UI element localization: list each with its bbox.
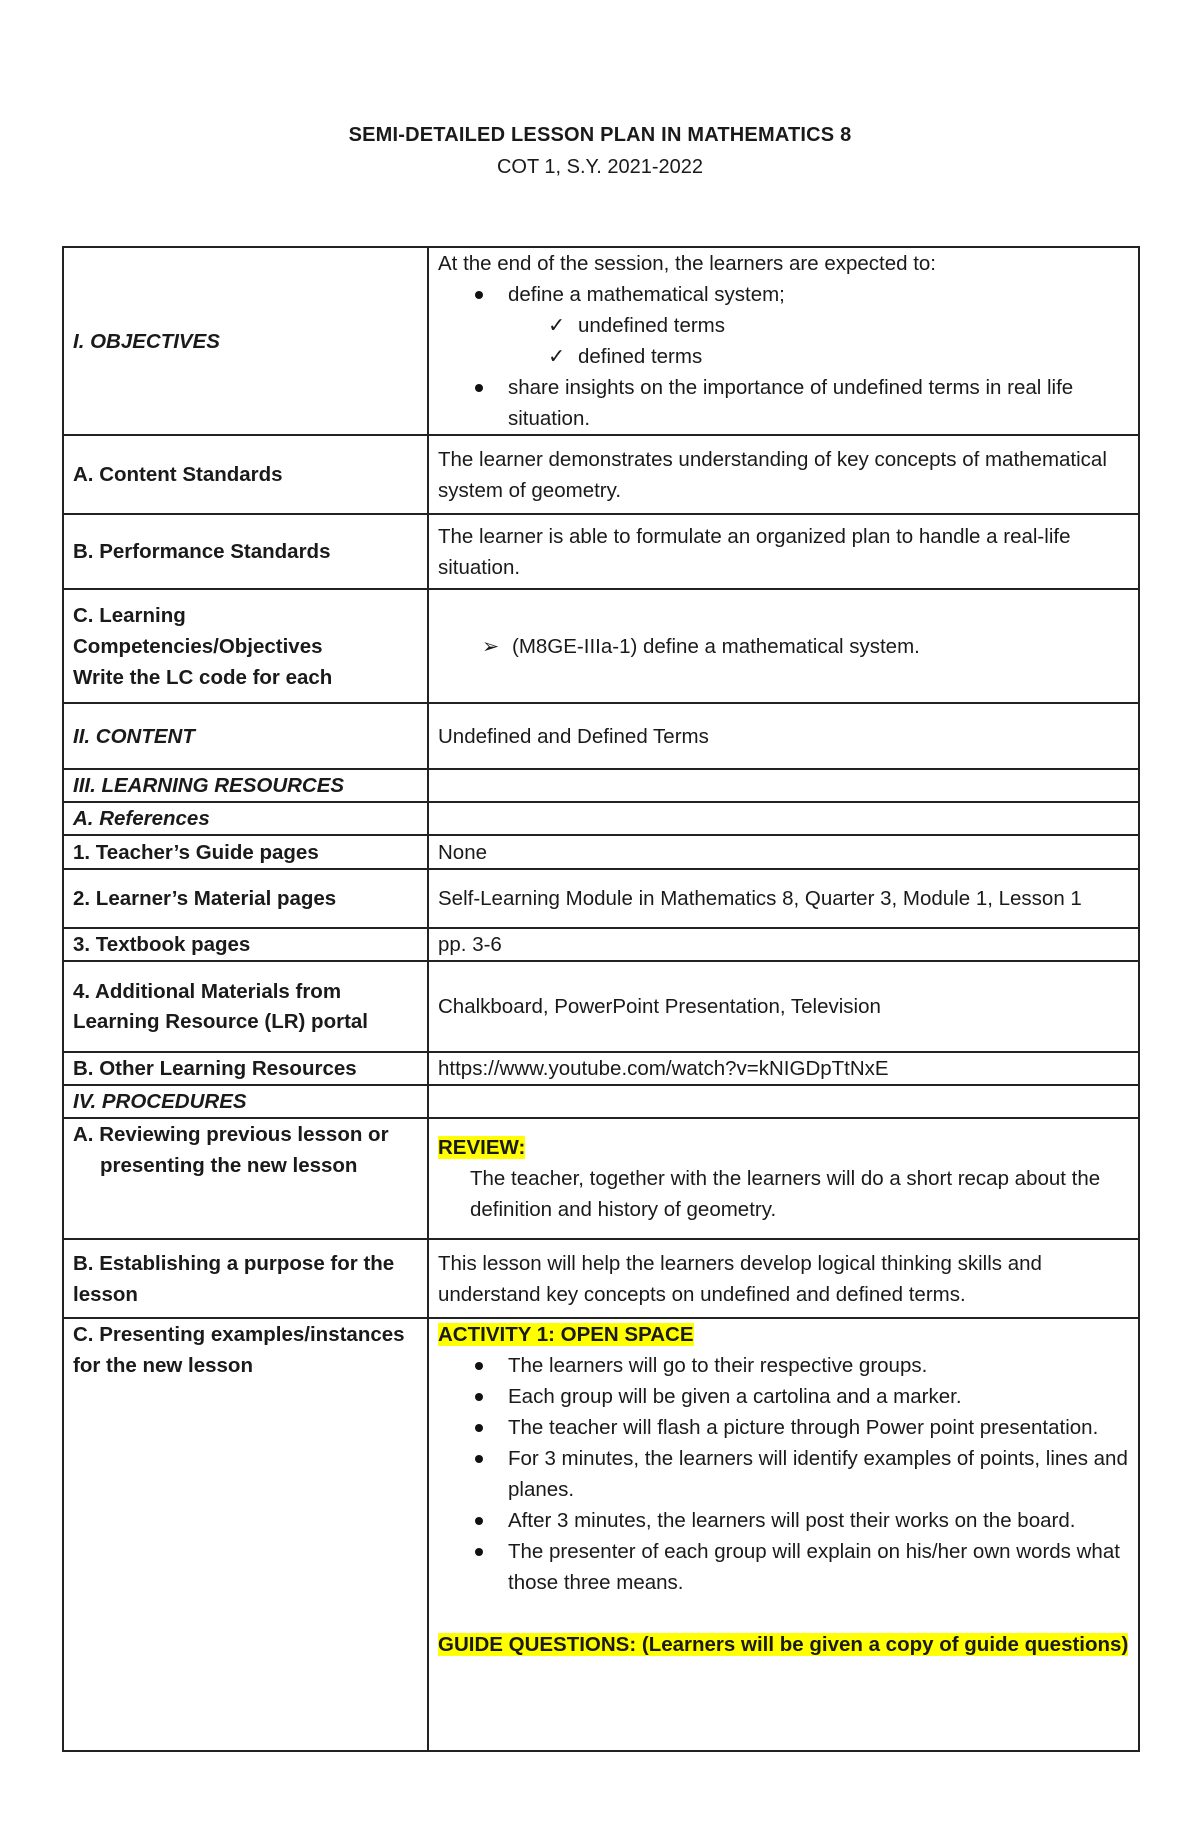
empty-cell — [428, 769, 1139, 802]
other-resources-link[interactable]: https://www.youtube.com/watch?v=kNIGDpTtNxE — [428, 1052, 1139, 1085]
activity-text: Each group will be given a cartolina and a marker. — [508, 1385, 962, 1408]
procedures-row — [63, 1085, 1139, 1118]
learners-material-value: Self-Learning Module in Mathematics 8, Quarter 3, Module 1, Lesson 1 — [428, 869, 1139, 928]
review-text: The teacher, together with the learners will do a short recap about the definition and history of geometry. — [470, 1167, 1101, 1221]
activity-item — [438, 1443, 1129, 1505]
content-text: Undefined and Defined Terms — [428, 703, 1139, 769]
activity-text: For 3 minutes, the learners will identify examples of points, lines and planes. — [508, 1447, 1128, 1501]
activity-list — [438, 1350, 1129, 1598]
performance-standards-text: The learner is able to formulate an organized plan to handle a real-life situation. — [428, 514, 1139, 589]
additional-materials-value: Chalkboard, PowerPoint Presentation, Television — [428, 961, 1139, 1052]
purpose-label: B. Establishing a purpose for the lesson — [63, 1239, 428, 1318]
presenting-label: C. Presenting examples/instances for the new lesson — [63, 1318, 428, 1751]
review-cell — [428, 1118, 1139, 1239]
performance-standards-row — [63, 514, 1139, 589]
review-text-wrap — [438, 1163, 1129, 1225]
activity-item — [438, 1412, 1129, 1443]
learning-resources-row — [63, 769, 1139, 802]
competencies-label-line: C. Learning — [73, 603, 186, 627]
arrow-bullet-icon: ➢ — [482, 634, 500, 658]
reviewing-label-line: presenting the new lesson — [100, 1154, 358, 1177]
teachers-guide-label: 1. Teacher’s Guide pages — [63, 835, 428, 869]
content-standards-label: A. Content Standards — [63, 435, 428, 514]
objectives-intro: At the end of the session, the learners are expected to: — [438, 252, 937, 275]
references-row — [63, 802, 1139, 835]
spacer — [438, 1598, 1129, 1629]
activity-item — [438, 1505, 1129, 1536]
check-item — [438, 310, 1129, 341]
objective-item — [438, 279, 1129, 310]
activity-item — [438, 1350, 1129, 1381]
activity-cell — [428, 1318, 1139, 1751]
checkmark-icon: ✓ — [548, 314, 566, 337]
learners-material-label: 2. Learner’s Material pages — [63, 869, 428, 928]
objectives-row — [63, 247, 1139, 435]
competency-item — [438, 631, 1129, 662]
activity-text: After 3 minutes, the learners will post their works on the board. — [508, 1509, 1076, 1532]
competencies-label-line: Competencies/Objectives — [73, 634, 323, 658]
check-text: undefined terms — [578, 314, 726, 337]
procedures-label: IV. PROCEDURES — [63, 1085, 428, 1118]
reviewing-label-line: A. Reviewing previous lesson or — [73, 1123, 389, 1146]
check-item — [438, 341, 1129, 372]
other-resources-label: B. Other Learning Resources — [63, 1052, 428, 1085]
references-label: A. References — [63, 802, 428, 835]
objectives-label: I. OBJECTIVES — [63, 247, 428, 435]
other-resources-row — [63, 1052, 1139, 1085]
content-label: II. CONTENT — [63, 703, 428, 769]
empty-cell — [428, 1085, 1139, 1118]
textbook-label: 3. Textbook pages — [63, 928, 428, 961]
textbook-row — [63, 928, 1139, 961]
objective-text: define a mathematical system; — [508, 283, 785, 306]
purpose-row — [63, 1239, 1139, 1318]
learning-resources-label: III. LEARNING RESOURCES — [63, 769, 428, 802]
competencies-row — [63, 589, 1139, 703]
document-title: SEMI-DETAILED LESSON PLAN IN MATHEMATICS 8 — [348, 124, 852, 146]
competency-text: (M8GE-IIIa-1) define a mathematical system. — [512, 634, 920, 658]
objectives-cell — [428, 247, 1139, 435]
teachers-guide-row — [63, 835, 1139, 869]
empty-cell — [428, 802, 1139, 835]
presenting-row — [63, 1318, 1139, 1751]
performance-standards-label: B. Performance Standards — [63, 514, 428, 589]
content-row — [63, 703, 1139, 769]
activity-text: The teacher will flash a picture through Power point presentation. — [508, 1416, 1099, 1439]
content-standards-text: The learner demonstrates understanding of key concepts of mathematical system of geometry. — [428, 435, 1139, 514]
guide-questions: GUIDE QUESTIONS: (Learners will be given a copy of guide questions) — [438, 1633, 1129, 1656]
content-standards-row — [63, 435, 1139, 514]
activity-text: The learners will go to their respective groups. — [508, 1354, 928, 1377]
objective-item — [438, 372, 1129, 434]
activity-text: The presenter of each group will explain on his/her own words what those three means. — [508, 1540, 1120, 1594]
objective-text: share insights on the importance of undefined terms in real life situation. — [508, 376, 1074, 430]
textbook-value: pp. 3-6 — [428, 928, 1139, 961]
competencies-cell — [428, 589, 1139, 703]
competencies-label — [63, 589, 428, 703]
activity-heading: ACTIVITY 1: OPEN SPACE — [438, 1323, 694, 1346]
review-heading: REVIEW: — [438, 1136, 526, 1159]
competencies-label-line: Write the LC code for each — [73, 665, 333, 689]
objectives-checklist — [438, 310, 1129, 372]
checkmark-icon: ✓ — [548, 345, 566, 368]
teachers-guide-value: None — [428, 835, 1139, 869]
document-subtitle: COT 1, S.Y. 2021-2022 — [496, 156, 704, 178]
objectives-list — [438, 279, 1129, 310]
additional-materials-row — [63, 961, 1139, 1052]
learners-material-row — [63, 869, 1139, 928]
reviewing-row — [63, 1118, 1139, 1239]
check-text: defined terms — [578, 345, 703, 368]
additional-materials-label: 4. Additional Materials from Learning Resource (LR) portal — [63, 961, 428, 1052]
reviewing-label — [63, 1118, 428, 1239]
activity-item — [438, 1536, 1129, 1598]
activity-item — [438, 1381, 1129, 1412]
purpose-text: This lesson will help the learners develop logical thinking skills and understand key concepts on undefined and defined terms. — [428, 1239, 1139, 1318]
lesson-plan-table — [62, 246, 1140, 1752]
objectives-list — [438, 372, 1129, 434]
